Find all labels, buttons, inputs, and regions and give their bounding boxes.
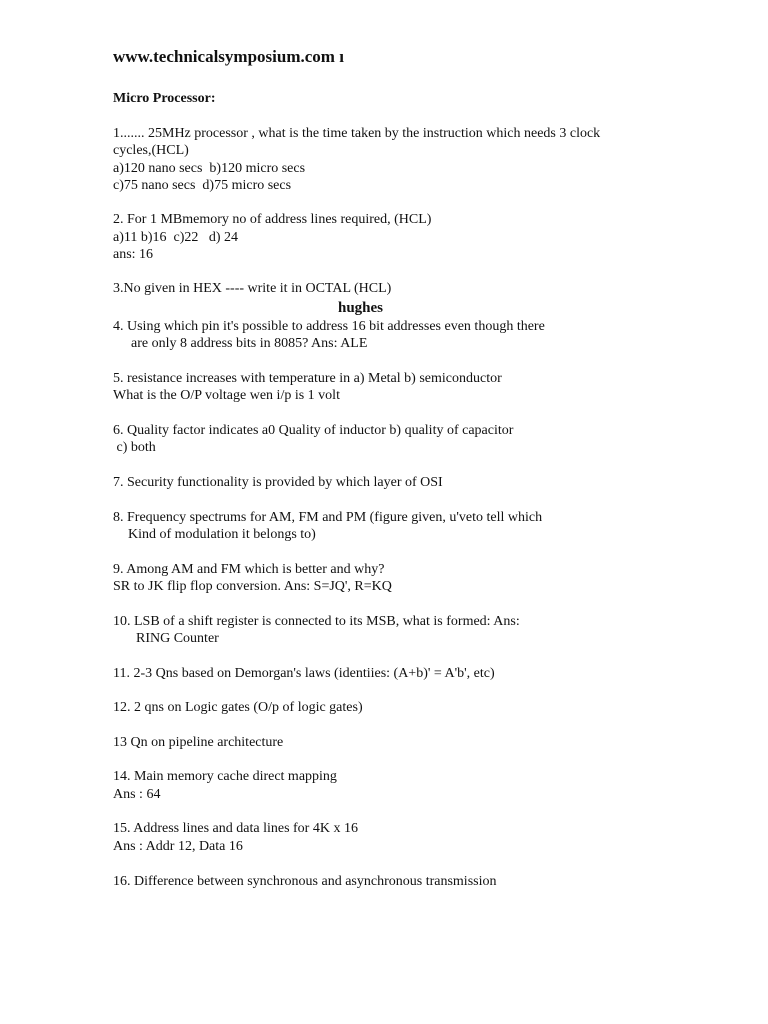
answer-line: ans: 16 <box>113 247 154 262</box>
site-header: www.technicalsymposium.com ı <box>113 47 344 66</box>
question-line: cycles,(HCL) <box>113 143 189 158</box>
question-line: 4. Using which pin it's possible to address 16 bit addresses even though there <box>113 319 545 334</box>
question-line: 12. 2 qns on Logic gates (O/p of logic gates) <box>113 700 363 715</box>
question-line: 1....... 25MHz processor , what is the time taken by the instruction which needs 3 clock <box>113 126 601 141</box>
answer-line: Ans : 64 <box>113 787 161 802</box>
question-line: What is the O/P voltage wen i/p is 1 volt <box>113 388 340 403</box>
question-line: 3.No given in HEX ---- write it in OCTAL (HCL) <box>113 281 392 296</box>
option-line: a)11 b)16 c)22 d) 24 <box>113 230 239 245</box>
question-line: 16. Difference between synchronous and asynchronous transmission <box>113 874 497 889</box>
answer-line: Ans : Addr 12, Data 16 <box>113 839 243 854</box>
question-line: are only 8 address bits in 8085? Ans: ALE <box>131 336 368 351</box>
answer-line: RING Counter <box>136 631 219 646</box>
question-line: Kind of modulation it belongs to) <box>128 527 316 542</box>
section-title: Micro Processor: <box>113 91 216 106</box>
question-line: SR to JK flip flop conversion. Ans: S=JQ', R=KQ <box>113 579 392 594</box>
company-label: hughes <box>338 300 384 316</box>
option-line: c) both <box>113 440 156 455</box>
question-line: 15. Address lines and data lines for 4K x 16 <box>113 821 358 836</box>
question-line: 6. Quality factor indicates a0 Quality of inductor b) quality of capacitor <box>113 423 514 438</box>
question-line: 2. For 1 MBmemory no of address lines required, (HCL) <box>113 212 432 227</box>
option-line: a)120 nano secs b)120 micro secs <box>113 161 306 176</box>
question-line: 14. Main memory cache direct mapping <box>113 769 337 784</box>
question-line: 11. 2-3 Qns based on Demorgan's laws (identiies: (A+b)' = A'b', etc) <box>113 666 495 681</box>
question-line: 13 Qn on pipeline architecture <box>113 735 284 750</box>
option-line: c)75 nano secs d)75 micro secs <box>113 178 292 193</box>
question-line: 9. Among AM and FM which is better and why? <box>113 562 385 577</box>
question-line: 5. resistance increases with temperature in a) Metal b) semiconductor <box>113 371 502 386</box>
question-line: 8. Frequency spectrums for AM, FM and PM (figure given, u'veto tell which <box>113 510 543 525</box>
question-line: 7. Security functionality is provided by which layer of OSI <box>113 475 443 490</box>
question-line: 10. LSB of a shift register is connected to its MSB, what is formed: Ans: <box>113 614 520 629</box>
